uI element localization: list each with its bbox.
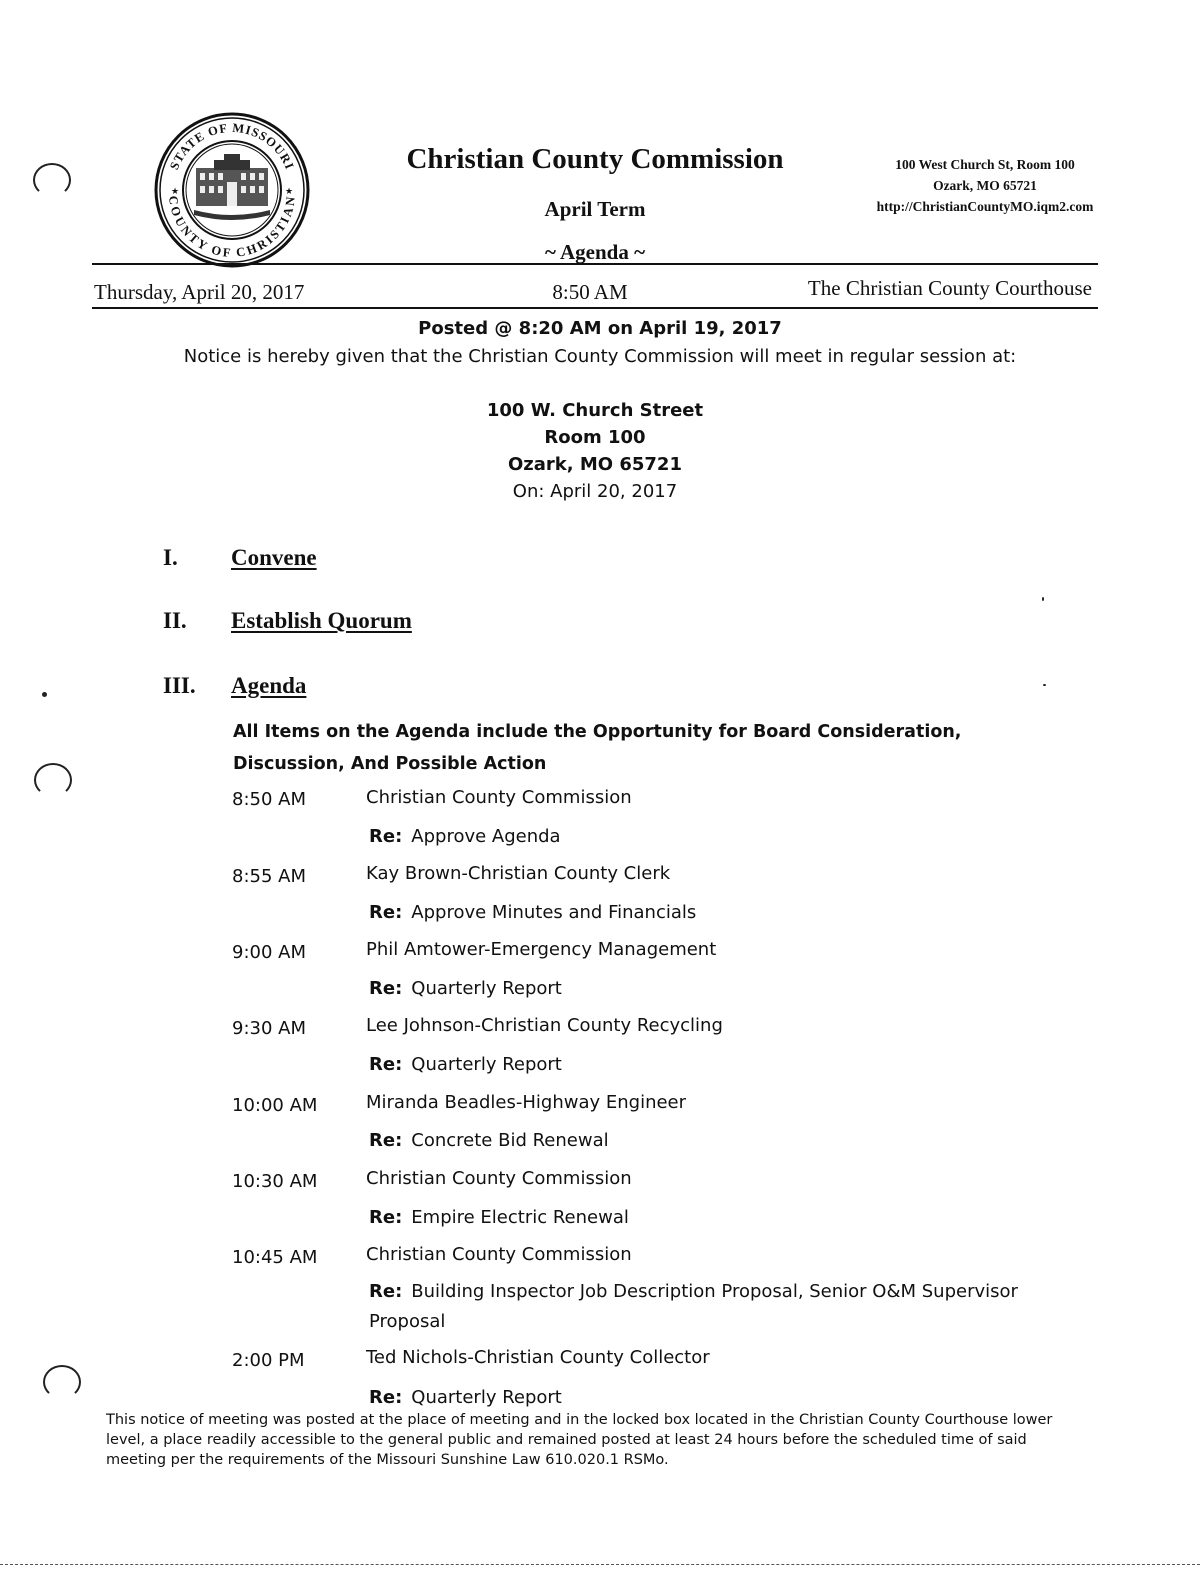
item-presenter: Christian County Commission [366,1168,632,1189]
item-subject [369,1383,1049,1413]
agenda-heading: ~ Agenda ~ [544,240,646,264]
header-divider-top [92,263,1098,265]
item-subject-text: Approve Minutes and Financials [411,902,697,923]
item-time: 9:00 AM [232,942,306,963]
item-subject [369,1050,1049,1080]
section-convene: Convene [231,545,317,570]
svg-text:STATE OF MISSOURI: STATE OF MISSOURI [167,120,297,172]
re-label: Re: [369,1130,403,1151]
section-numeral-3: III. [163,673,196,698]
meeting-date: Thursday, April 20, 2017 [94,280,305,304]
item-subject-text: Empire Electric Renewal [411,1207,629,1228]
re-label: Re: [369,1054,403,1075]
location-street: 100 W. Church Street [486,400,704,421]
re-label: Re: [369,1281,403,1302]
hole-punch-mark [34,763,72,797]
scan-speck [1042,597,1044,601]
item-presenter: Ted Nichols-Christian County Collector [366,1347,710,1368]
agenda-note: All Items on the Agenda include the Opportunity for Board Consideration, Discussion, And Possible Action [233,722,962,774]
item-time: 2:00 PM [232,1350,305,1371]
section-agenda: Agenda [231,673,307,698]
section-numeral-2: II. [163,608,187,633]
section-establish-quorum: Establish Quorum [231,608,412,633]
meeting-place: The Christian County Courthouse [807,276,1092,300]
item-presenter: Phil Amtower-Emergency Management [366,939,717,960]
svg-text:★: ★ [171,187,180,197]
item-time: 10:30 AM [232,1171,318,1192]
item-time: 8:50 AM [232,789,306,810]
page-bottom-edge [0,1564,1200,1565]
item-presenter: Miranda Beadles-Highway Engineer [366,1092,687,1113]
item-subject-text: Concrete Bid Renewal [411,1130,609,1151]
item-time: 8:55 AM [232,866,306,887]
commission-address [840,154,1130,217]
location-city: Ozark, MO 65721 [508,454,682,475]
item-presenter: Christian County Commission [366,787,632,808]
meeting-time: 8:50 AM [552,280,628,304]
item-time: 10:45 AM [232,1247,318,1268]
svg-text:COUNTY OF CHRISTIAN: COUNTY OF CHRISTIAN [166,194,298,260]
item-time: 10:00 AM [232,1095,318,1116]
posted-notice: Posted @ 8:20 AM on April 19, 2017 [418,318,782,339]
item-subject [369,1126,1049,1156]
item-subject-text: Quarterly Report [411,1054,562,1075]
re-label: Re: [369,1387,403,1408]
section-numeral-1: I. [163,545,178,570]
item-subject-text: Building Inspector Job Description Proposal, Senior O&M Supervisor Proposal [369,1281,1018,1332]
item-subject [369,1277,1049,1337]
website-link[interactable]: http://ChristianCountyMO.iqm2.com [876,199,1094,214]
item-subject [369,822,1049,852]
svg-text:★: ★ [285,187,294,197]
footer-notice: This notice of meeting was posted at the place of meeting and in the locked box located in the Christian County Courthouse lower level, a place readily accessible to the general public and remained posted at least 24 hours before the scheduled time of said meeting per the requirements of the Missouri Sunshine Law 610.020.1 RSMo. [106,1412,1053,1468]
item-subject [369,898,1049,928]
item-presenter: Lee Johnson-Christian County Recycling [366,1015,723,1036]
re-label: Re: [369,1207,403,1228]
scan-speck [42,692,47,697]
address-line-1: 100 West Church St, Room 100 [895,157,1075,172]
hole-punch-mark [33,163,71,197]
address-line-2: Ozark, MO 65721 [933,178,1037,193]
hole-punch-mark [43,1365,81,1399]
location-room: Room 100 [544,427,646,448]
location-date: On: April 20, 2017 [512,481,678,502]
item-subject-text: Quarterly Report [411,1387,562,1408]
page-title: Christian County Commission [406,143,784,175]
notice-text: Notice is hereby given that the Christian County Commission will meet in regular session at: [183,346,1017,367]
re-label: Re: [369,978,403,999]
item-subject [369,1203,1049,1233]
item-subject [369,974,1049,1004]
item-time: 9:30 AM [232,1018,306,1039]
item-subject-text: Approve Agenda [411,826,561,847]
item-subject-text: Quarterly Report [411,978,562,999]
term-label: April Term [544,197,646,221]
item-presenter: Christian County Commission [366,1244,632,1265]
re-label: Re: [369,902,403,923]
county-seal-logo [154,112,310,268]
item-presenter: Kay Brown-Christian County Clerk [366,863,671,884]
re-label: Re: [369,826,403,847]
scan-speck [1043,684,1046,686]
header-divider-bottom [92,307,1098,309]
